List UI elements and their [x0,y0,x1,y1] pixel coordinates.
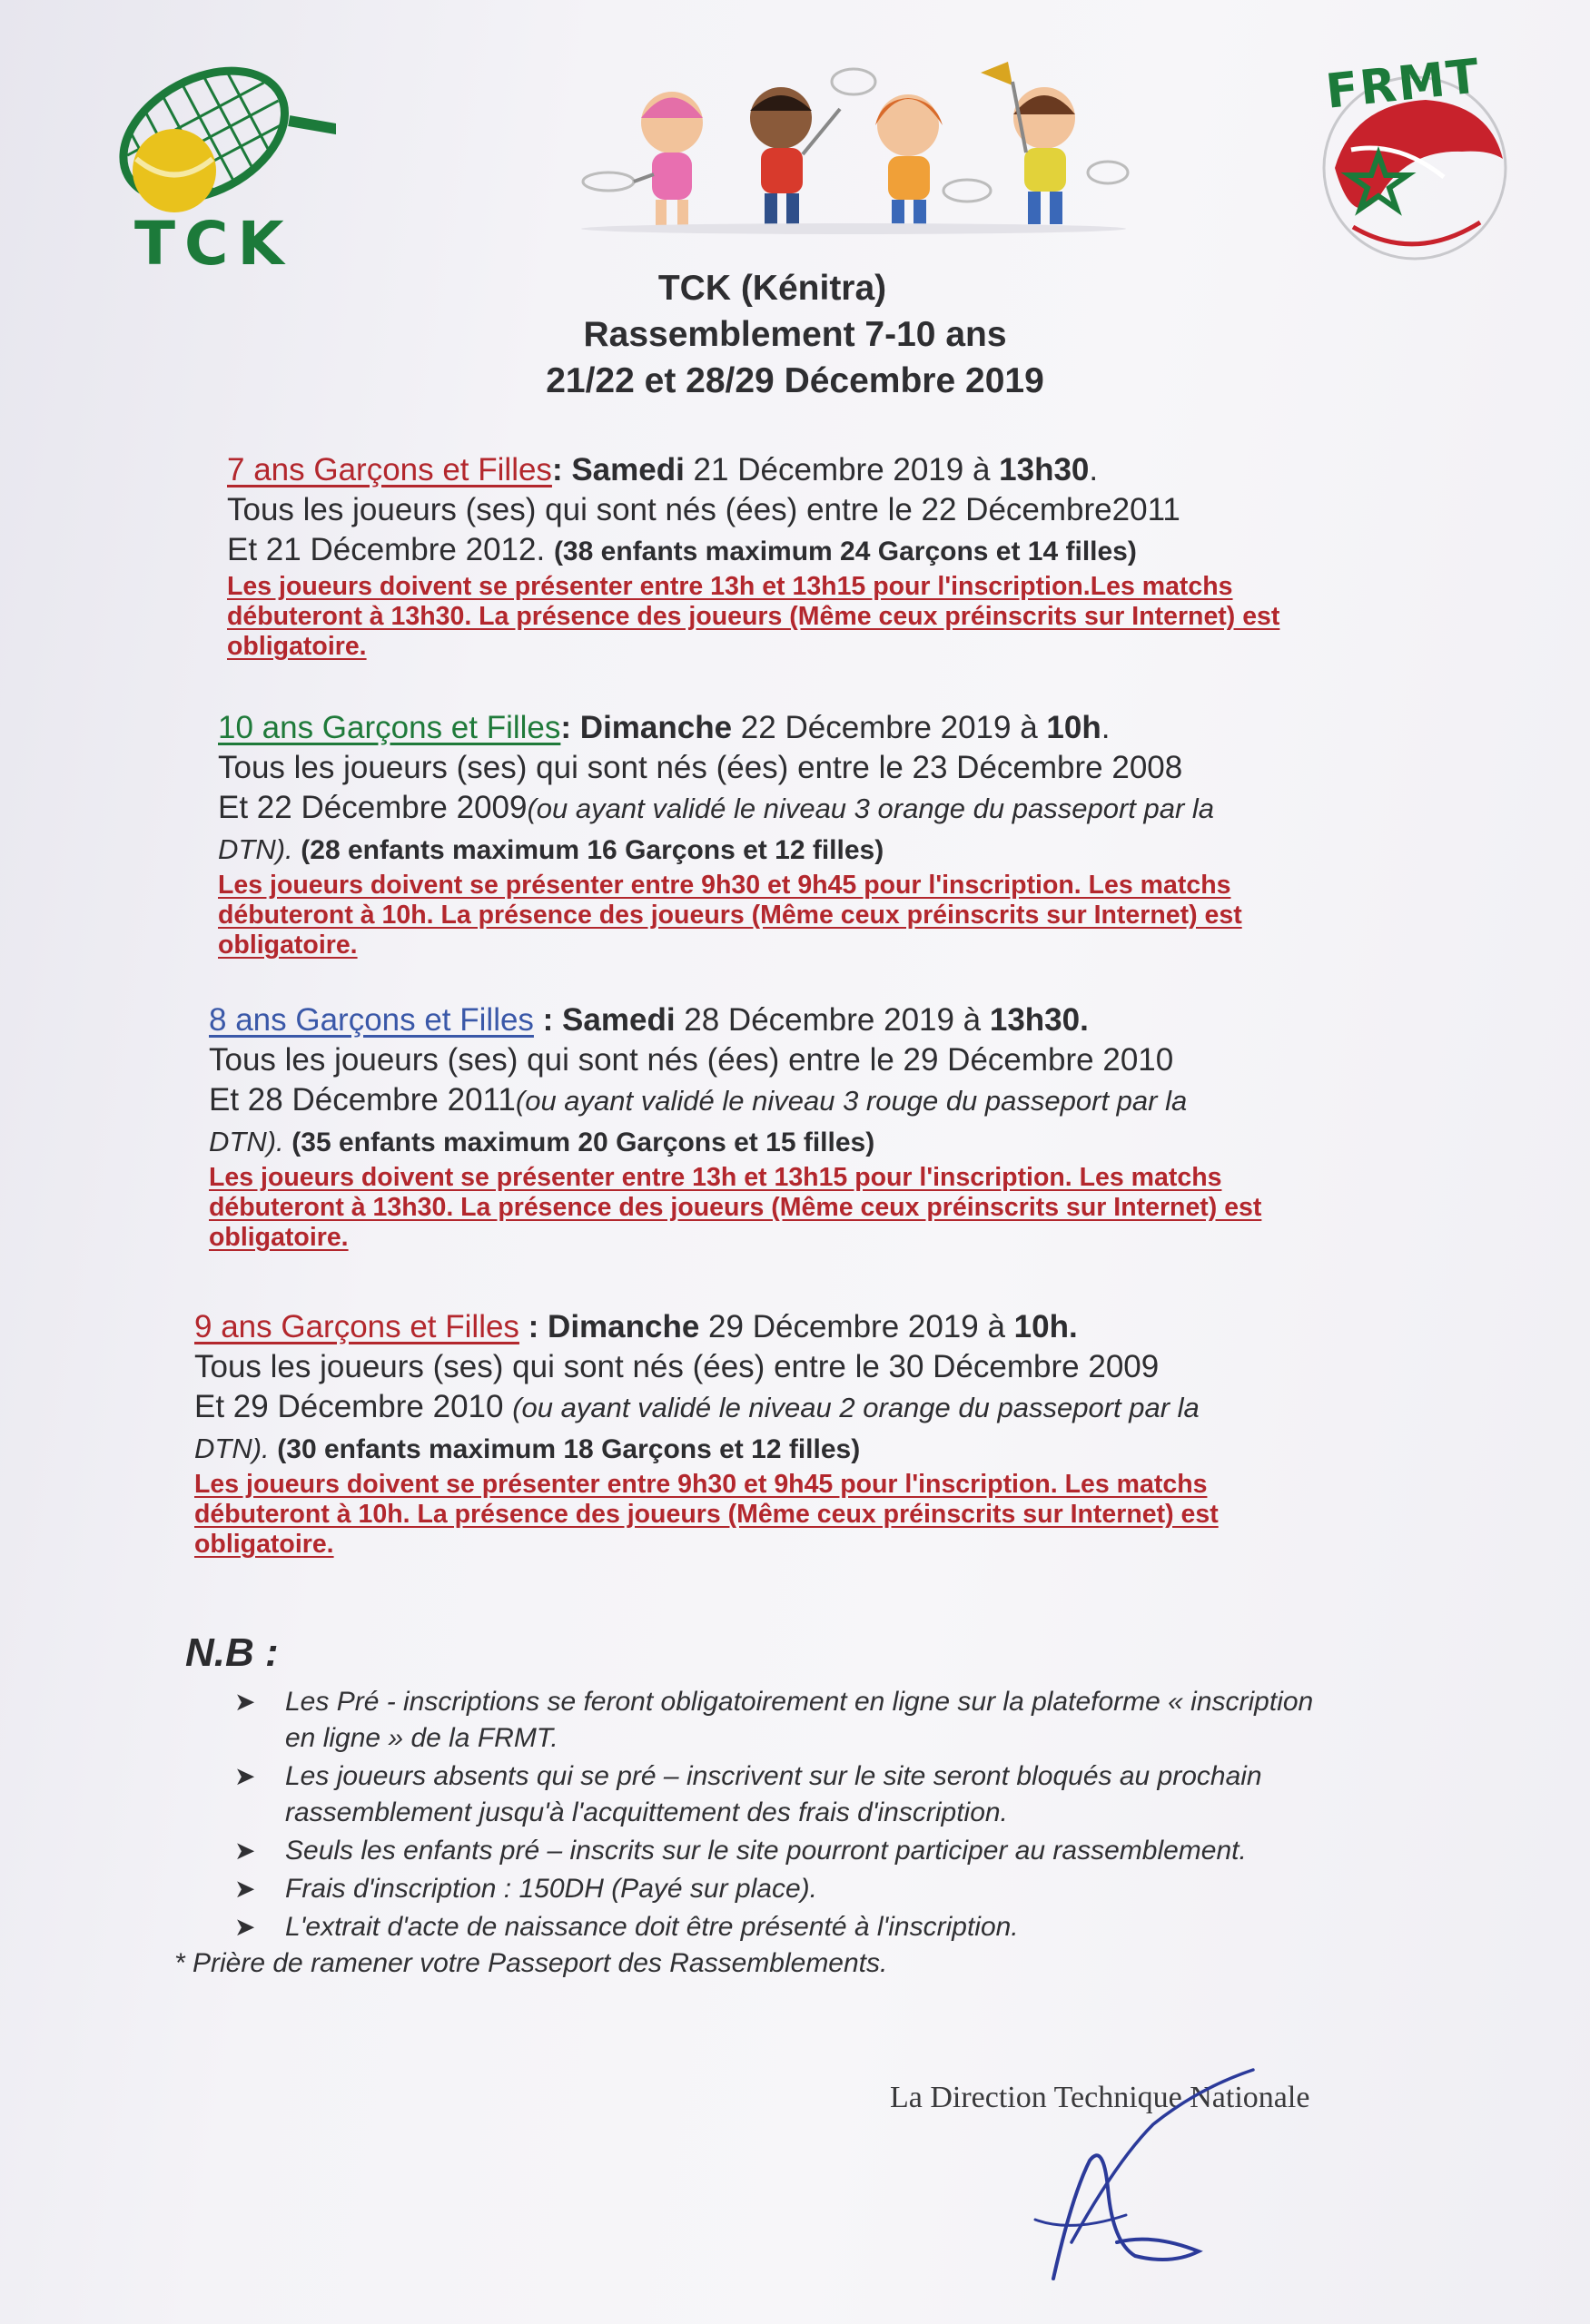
handwritten-signature-icon [1017,2061,1271,2297]
tck-logo-text: TCK [134,209,293,279]
arrow-bullet-icon: ➤ [234,1913,256,1941]
birth-range-end: Et 22 Décembre 2009(ou ayant validé le niveau 3 orange du passeport par la [218,790,1215,825]
time-text: 13h30 [999,452,1090,487]
registration-note-line-1: Les joueurs doivent se présenter entre 13h et 13h15 pour l'inscription. Les matchs [209,1163,1222,1192]
nb-item: ➤ Seuls les enfants pré – inscrits sur le site pourront participer au rassemblement. [234,1833,1313,1869]
day-label: Dimanche [579,710,733,745]
section-header: 7 ans Garçons et Filles: Samedi 21 Décembre 2019 à 13h30. [227,452,1099,487]
nb-item: ➤ Frais d'inscription : 150DH (Payé sur place). [234,1871,1313,1907]
registration-note-line-3: obligatoire. [227,632,367,661]
signature-label: La Direction Technique Nationale [890,2081,1310,2114]
capacity-text: (30 enfants maximum 18 Garçons et 12 filles) [277,1434,861,1464]
capacity-text: (38 enfants maximum 24 Garçons et 14 filles) [553,537,1137,566]
arrow-bullet-icon: ➤ [234,1875,256,1903]
date-text: 29 Décembre 2019 à [699,1309,1014,1344]
category-label: 10 ans Garçons et Filles [218,710,561,745]
arrow-bullet-icon: ➤ [234,1762,256,1790]
nb-footer: * Prière de ramener votre Passeport des Rassemblements. [174,1948,888,1978]
tck-logo [109,64,336,281]
day-label: Samedi [562,1002,676,1038]
registration-note-line-3: obligatoire. [209,1223,349,1252]
arrow-bullet-icon: ➤ [234,1837,256,1865]
registration-note-line-2: débuteront à 10h. La présence des joueurs (Même ceux préinscrits sur Internet) est [218,901,1242,930]
title-line-1: TCK (Kénitra) [657,269,887,308]
capacity-text: (35 enfants maximum 20 Garçons et 15 filles) [291,1128,875,1157]
time-text: 10h. [1013,1309,1078,1344]
category-label: 8 ans Garçons et Filles [209,1002,534,1038]
birth-range-line: Tous les joueurs (ses) qui sont nés (ées) entre le 22 Décembre2011 [227,492,1180,527]
nb-item: ➤ L'extrait d'acte de naissance doit être présenté à l'inscription. [234,1909,1313,1945]
kid-pink-icon [583,92,703,227]
section-7-ans [227,450,1279,662]
kid-orange-icon [875,94,991,227]
date-text: 28 Décembre 2019 à [675,1002,990,1038]
kids-illustration [554,54,1153,236]
registration-note-line-3: obligatoire. [194,1530,334,1559]
kid-red-icon [750,69,875,226]
day-label: Dimanche [548,1309,700,1344]
document-title [0,265,1590,404]
passport-note: (ou ayant validé le niveau 3 rouge du passeport par la [515,1085,1188,1117]
frmt-logo [1299,50,1535,268]
section-header: 8 ans Garçons et Filles : Samedi 28 Décembre 2019 à 13h30. [209,1002,1089,1038]
time-text: 13h30. [989,1002,1089,1038]
time-text: 10h [1046,710,1101,745]
section-header: 10 ans Garçons et Filles: Dimanche 22 Décembre 2019 à 10h. [218,710,1111,745]
birth-range-line: Tous les joueurs (ses) qui sont nés (ées) entre le 29 Décembre 2010 [209,1042,1174,1078]
registration-note-line-2: débuteront à 13h30. La présence des joueurs (Même ceux préinscrits sur Internet) est [227,602,1280,631]
kid-trophy-icon [981,62,1128,224]
section-9-ans [194,1307,1219,1560]
frmt-logo-text: FRMT [1323,49,1484,120]
title-line-2: Rassemblement 7-10 ans [583,315,1007,354]
passport-note: (ou ayant validé le niveau 2 orange du passeport par la [512,1392,1200,1423]
capacity-line: DTN). (35 enfants maximum 20 Garçons et 15 filles) [209,1126,875,1157]
birth-range-end: Et 29 Décembre 2010 (ou ayant validé le niveau 2 orange du passeport par la [194,1389,1200,1424]
registration-note-line-2: débuteront à 13h30. La présence des joueurs (Même ceux préinscrits sur Internet) est [209,1193,1262,1222]
title-line-3: 21/22 et 28/29 Décembre 2019 [546,361,1044,400]
birth-range-end: Et 21 Décembre 2012. (38 enfants maximum 24 Garçons et 14 filles) [227,532,1137,567]
arrow-bullet-icon: ➤ [234,1688,256,1716]
nb-list [234,1684,1313,1947]
birth-range-end: Et 28 Décembre 2011(ou ayant validé le niveau 3 rouge du passeport par la [209,1082,1188,1118]
section-header: 9 ans Garçons et Filles : Dimanche 29 Décembre 2019 à 10h. [194,1309,1078,1344]
nb-heading: N.B : [185,1630,279,1675]
day-label: Samedi [571,452,685,487]
registration-note-line-1: Les joueurs doivent se présenter entre 13h et 13h15 pour l'inscription.Les matchs [227,572,1233,601]
date-text: 21 Décembre 2019 à [684,452,1000,487]
registration-note-line-3: obligatoire. [218,931,358,960]
passport-note: (ou ayant validé le niveau 3 orange du passeport par la [527,793,1215,824]
registration-note-line-1: Les joueurs doivent se présenter entre 9h30 et 9h45 pour l'inscription. Les matchs [218,871,1231,900]
registration-note-line-2: débuteront à 10h. La présence des joueurs (Même ceux préinscrits sur Internet) est [194,1500,1219,1529]
capacity-line: DTN). (30 enfants maximum 18 Garçons et 12 filles) [194,1433,861,1464]
date-text: 22 Décembre 2019 à [732,710,1047,745]
nb-item: ➤ Les joueurs absents qui se pré – inscrivent sur le site seront bloqués au prochain rassemblement jusqu'à l'acquittement des frais d'inscription. [234,1758,1313,1831]
capacity-line: DTN). (28 enfants maximum 16 Garçons et 12 filles) [218,833,884,865]
birth-range-line: Tous les joueurs (ses) qui sont nés (ées) entre le 30 Décembre 2009 [194,1349,1160,1384]
tennis-racket-icon [109,64,336,218]
category-label: 7 ans Garçons et Filles [227,452,552,487]
section-8-ans [209,1000,1261,1253]
birth-range-line: Tous les joueurs (ses) qui sont nés (ées) entre le 23 Décembre 2008 [218,750,1183,785]
category-label: 9 ans Garçons et Filles [194,1309,519,1344]
capacity-text: (28 enfants maximum 16 Garçons et 12 filles) [301,835,884,865]
nb-item: ➤ Les Pré - inscriptions se feront obligatoirement en ligne sur la plateforme « inscription en ligne » de la FRMT. [234,1684,1313,1757]
section-10-ans [218,708,1242,960]
registration-note-line-1: Les joueurs doivent se présenter entre 9h30 et 9h45 pour l'inscription. Les matchs [194,1470,1208,1499]
